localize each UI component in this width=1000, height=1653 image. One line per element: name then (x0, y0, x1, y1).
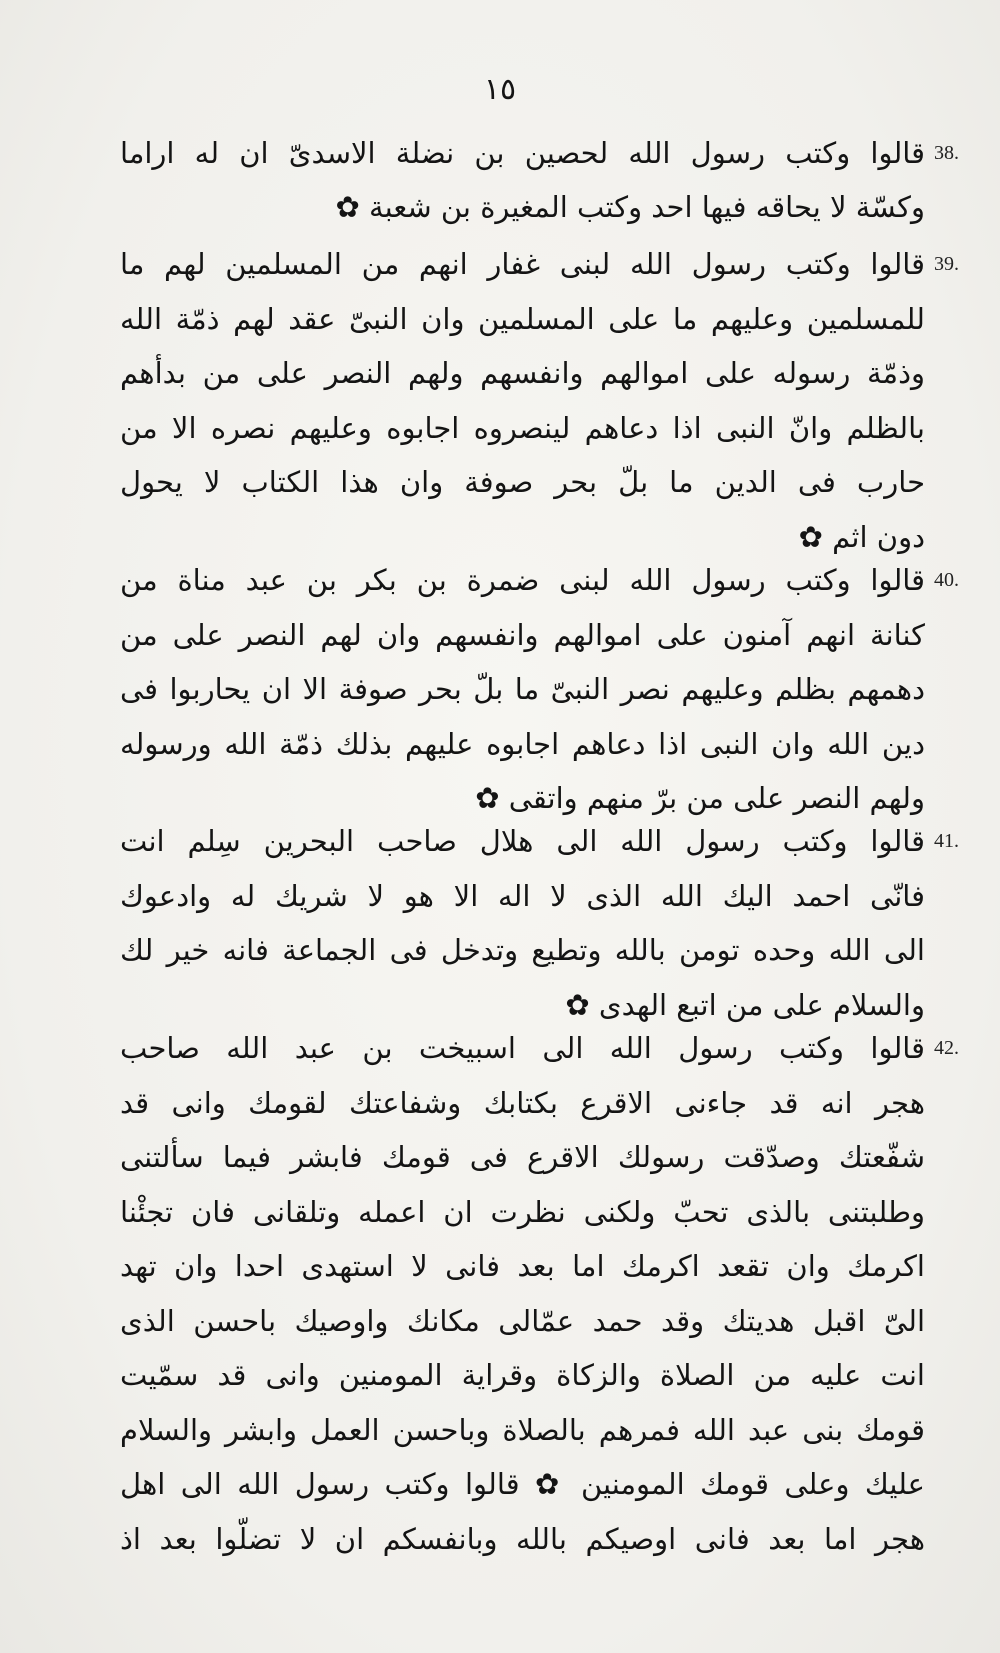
text-line: وكسّة لا يحاقه فيها احد وكتب المغيرة بن شعبة ✿ (335, 190, 925, 224)
text-line: شفّعتك وصدّقت رسولك الاقرع فى قومك فابشر فيما سألتنى (120, 1140, 925, 1174)
text-line: دون اثم ✿ (798, 520, 925, 554)
text-line: وطلبتنى بالذى تحبّ ولكنى نظرت ان اعمله وتلقانى فان تجئْنا (120, 1195, 925, 1229)
text-line: هجر اما بعد فانى اوصيكم بالله وبانفسكم ان لا تضلّوا بعد اذ (120, 1522, 925, 1556)
text-line: فانّى احمد اليك الله الذى لا اله الا هو لا شريك له وادعوك (120, 879, 925, 913)
text-line: للمسلمين وعليهم ما على المسلمين وان النبىّ عقد لهم ذمّة الله (120, 302, 925, 336)
page-number: ١٥ (483, 72, 517, 107)
text-line: هجر انه قد جاءنى الاقرع بكتابك وشفاعتك لقومك وانى قد (120, 1086, 925, 1120)
text-line: كنانة انهم آمنون على اموالهم وانفسهم وان لهم النصر على من (120, 618, 925, 652)
text-line: والسلام على من اتبع الهدى ✿ (565, 988, 925, 1022)
entry-number: 41. (934, 830, 959, 852)
text-line: قالوا وكتب رسول الله لبنى ضمرة بن بكر بن عبد مناة من (120, 563, 925, 597)
text-line: دين الله وان النبى اذا دعاهم اجابوه عليهم بذلك ذمّة الله ورسوله (120, 727, 925, 761)
text-line: انت عليه من الصلاة والزكاة وقراية المومنين وانى قد سمّيت (120, 1358, 925, 1392)
text-line: قالوا وكتب رسول الله لحصين بن نضلة الاسدىّ ان له اراما (120, 136, 925, 170)
text-line: بالظلم وانّ النبى اذا دعاهم لينصروه اجابوه وعليهم نصره الا من (120, 411, 925, 445)
text-line: قالوا وكتب رسول الله الى اسبيخت بن عبد الله صاحب (120, 1031, 925, 1065)
entry-number: 42. (934, 1037, 959, 1059)
text-line: ولهم النصر على من برّ منهم واتقى ✿ (475, 781, 925, 815)
entry-number: 40. (934, 569, 959, 591)
text-line: الىّ اقبل هديتك وقد حمد عمّالى مكانك واوصيك باحسن الذى (120, 1304, 925, 1338)
entry-number: 38. (934, 142, 959, 164)
text-line: وذمّة رسوله على اموالهم وانفسهم ولهم النصر على من بدأهم (120, 356, 925, 390)
text-line: قالوا وكتب رسول الله لبنى غفار انهم من المسلمين لهم ما (120, 247, 925, 281)
text-line: اكرمك وان تقعد اكرمك اما بعد فانى لا استهدى احدا وان تهد (120, 1249, 925, 1283)
text-line: قالوا وكتب رسول الله الى هلال صاحب البحرين سِلم انت (120, 824, 925, 858)
text-line: دهمهم بظلم وعليهم نصر النبىّ ما بلّ بحر صوفة الا ان يحاربوا فى (120, 672, 925, 706)
text-line: حارب فى الدين ما بلّ بحر صوفة وان هذا الكتاب لا يحول (120, 465, 925, 499)
text-line: قومك بنى عبد الله فمرهم بالصلاة وباحسن العمل وابشر والسلام (120, 1413, 925, 1447)
text-line: عليك وعلى قومك المومنين ✿ قالوا وكتب رسول الله الى اهل (120, 1467, 925, 1501)
entry-number: 39. (934, 253, 959, 275)
text-line: الى الله وحده تومن بالله وتطيع وتدخل فى الجماعة فانه خير لك (120, 933, 925, 967)
